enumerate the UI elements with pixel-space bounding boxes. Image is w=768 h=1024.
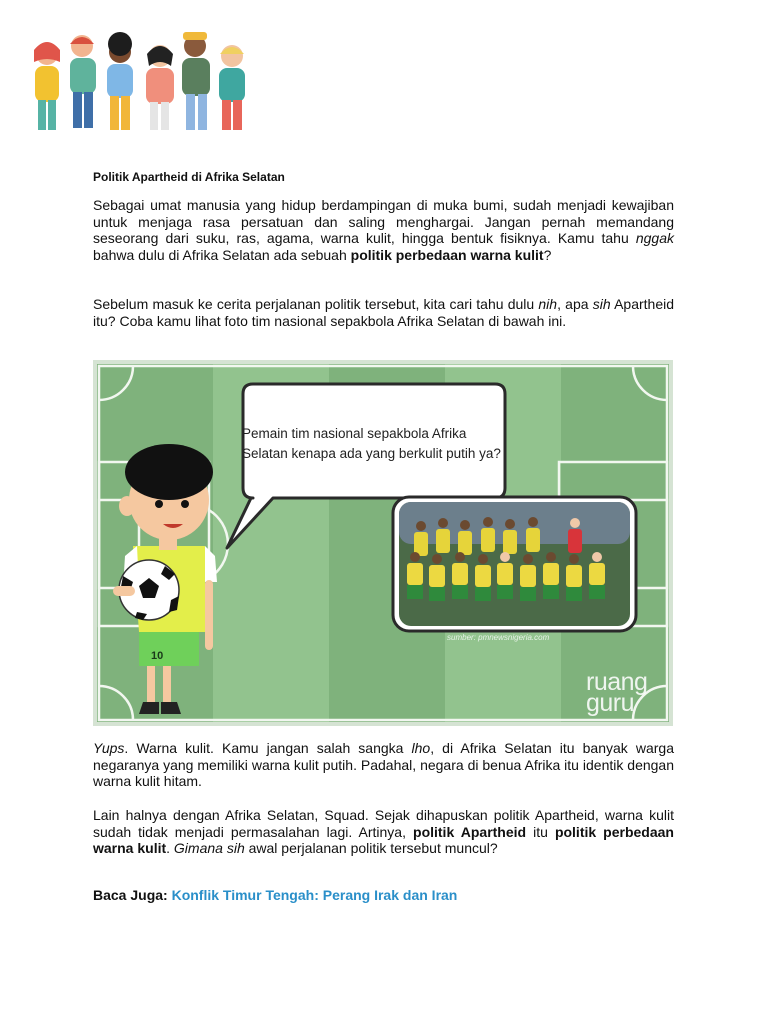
- p4-bold-2: politik perbedaan warna kulit: [93, 823, 674, 856]
- ruangguru-logo: [586, 668, 666, 717]
- p1-text-3: ?: [543, 246, 552, 263]
- logo-line-1: ruang: [586, 668, 648, 696]
- article-title: Politik Apartheid di Afrika Selatan: [93, 170, 285, 184]
- p4-italic: Gimana sih: [173, 840, 245, 856]
- logo-line-2: guru: [586, 689, 635, 717]
- p2-italic-1: nih: [538, 296, 558, 312]
- p4-text-2: itu: [526, 823, 555, 840]
- person-6: [219, 45, 245, 130]
- paragraph-yups: [93, 740, 674, 790]
- p3-italic-1: Yups: [93, 740, 125, 756]
- read-also: [93, 887, 457, 903]
- paragraph-squad: [93, 807, 674, 857]
- p4-text-4: awal perjalanan politik tersebut muncul?: [244, 840, 498, 856]
- p3-text-1: . Warna kulit. Kamu jangan salah sangka: [124, 740, 412, 756]
- p3-text-2: , di Afrika Selatan itu banyak warga negaranya yang memiliki warna kulit putih. Padahal, negara di benua Afrika itu identik dengan warna kulit hitam.: [93, 740, 674, 789]
- p1-text-2: bahwa dulu di Afrika Selatan ada sebuah: [93, 246, 351, 263]
- p4-text-3: .: [166, 840, 174, 856]
- p3-italic-2: lho: [411, 740, 431, 756]
- jersey-number: 10: [151, 650, 164, 662]
- person-1: [34, 42, 60, 130]
- read-also-link[interactable]: Konflik Timur Tengah: Perang Irak dan Iran: [171, 887, 458, 903]
- p1-bold: politik perbedaan warna kulit: [350, 246, 544, 263]
- p2-text-2: , apa: [557, 296, 593, 312]
- speech-bubble-text: Pemain tim nasional sepakbola Afrika Selatan kenapa ada yang berkulit putih ya?: [242, 426, 501, 461]
- person-2: [70, 35, 96, 128]
- person-5: [182, 32, 210, 130]
- person-4: [146, 45, 174, 130]
- team-photo: [393, 497, 636, 631]
- p4-bold-1: politik Apartheid: [413, 823, 527, 840]
- p2-text-1: Sebelum masuk ke cerita perjalanan politik tersebut, kita cari tahu dulu: [93, 296, 539, 312]
- p2-italic-2: sih: [592, 296, 611, 312]
- p2-text-3: Apartheid itu? Coba kamu lihat foto tim nasional sepakbola Afrika Selatan di bawah ini.: [93, 296, 674, 329]
- p4-text-1: Lain halnya dengan Afrika Selatan, Squad. Sejak dihapuskan politik Apartheid, warna kulit sudah tidak menjadi permasalahan lagi. Artinya,: [93, 807, 674, 840]
- people-group-illustration: [20, 14, 265, 140]
- boy-shorts: [139, 628, 199, 666]
- paragraph-question: [93, 296, 674, 329]
- read-also-label: Baca Juga:: [93, 887, 168, 903]
- person-3: [107, 32, 133, 130]
- p1-text-1: Sebagai umat manusia yang hidup berdampingan di muka bumi, sudah menjadi kewajiban untuk menjaga rasa persatuan dan saling menghargai. Jangan pernah memandang seseorang dari suku, ras, agama, warna kulit, hingga bentuk fisiknya. Kamu tahu: [93, 197, 674, 246]
- photo-source: sumber: pmnewsnigeria.com: [447, 633, 550, 642]
- paragraph-intro: [93, 197, 674, 263]
- p1-italic: nggak: [635, 230, 674, 246]
